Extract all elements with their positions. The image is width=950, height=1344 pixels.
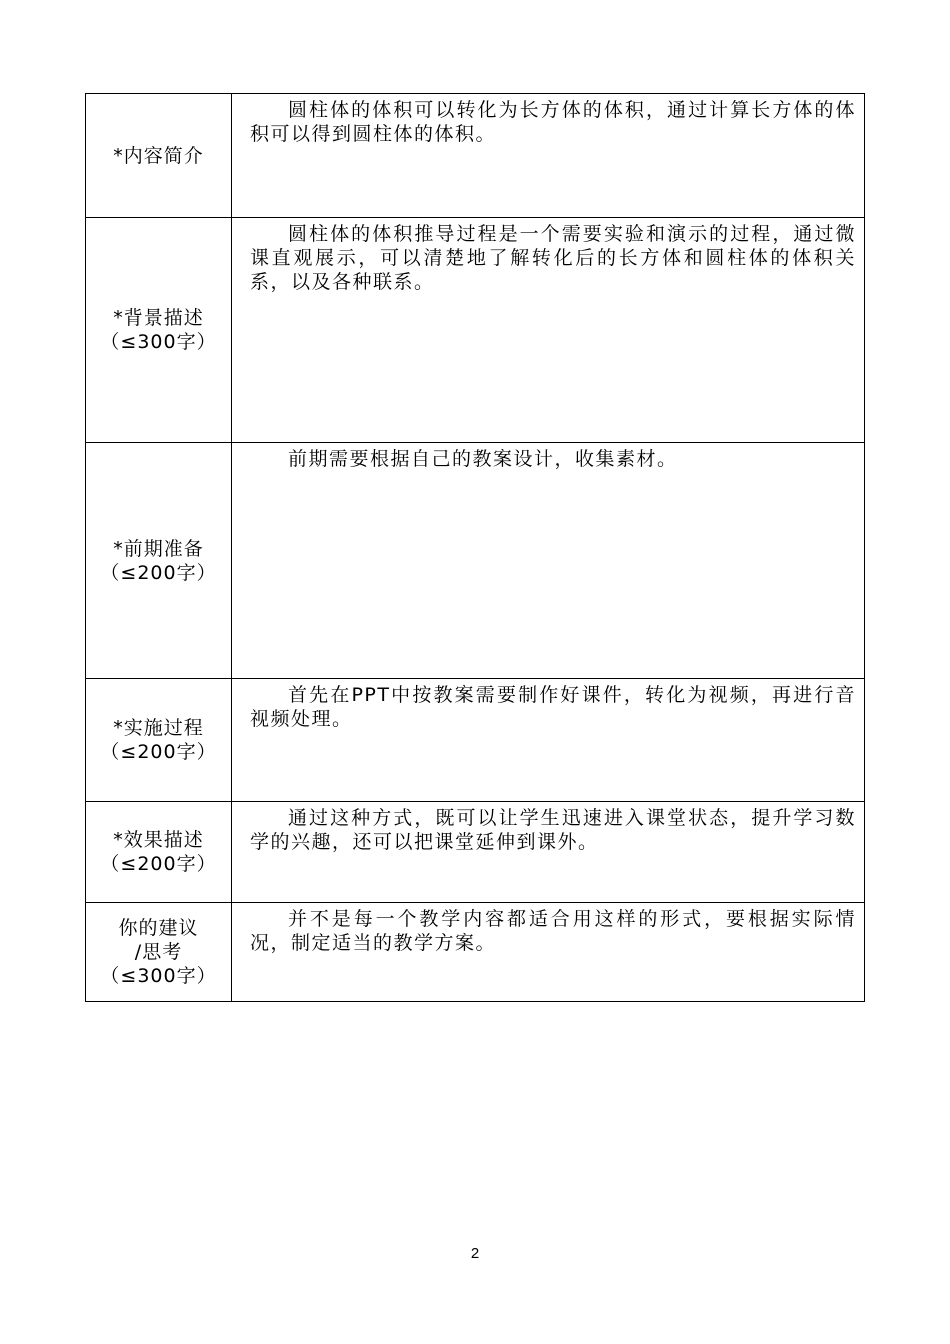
row-content-implementation: 首先在PPT中按教案需要制作好课件，转化为视频，再进行音视频处理。 [232, 679, 865, 802]
row-label-line: *效果描述 [113, 829, 204, 851]
row-label-background [86, 218, 232, 443]
row-label-line-2: /思考 [134, 941, 183, 963]
table-row-effect [86, 802, 865, 903]
table-row-content-summary [86, 94, 865, 218]
table-row-suggestion [86, 903, 865, 1002]
row-label-limit: （≤200字） [100, 741, 217, 763]
row-content-effect: 通过这种方式，既可以让学生迅速进入课堂状态，提升学习数学的兴趣，还可以把课堂延伸到课外。 [232, 802, 865, 903]
row-content-background: 圆柱体的体积推导过程是一个需要实验和演示的过程，通过微课直观展示，可以清楚地了解转化后的长方体和圆柱体的体积关系，以及各种联系。 [232, 218, 865, 443]
row-label-content-summary [86, 94, 232, 218]
row-label-limit: （≤300字） [100, 331, 217, 353]
row-label-line: 你的建议 [118, 917, 199, 939]
row-label-limit: （≤200字） [100, 853, 217, 875]
row-content-suggestion: 并不是每一个教学内容都适合用这样的形式，要根据实际情况，制定适当的教学方案。 [232, 903, 865, 1002]
row-label-effect [86, 802, 232, 903]
page-number: 2 [470, 1245, 480, 1262]
row-label-limit: （≤200字） [100, 561, 217, 584]
form-table [85, 93, 865, 1002]
row-label-line: *前期准备 [113, 537, 204, 560]
row-label-preparation [86, 443, 232, 679]
row-content-preparation: 前期需要根据自己的教案设计，收集素材。 [232, 443, 865, 679]
row-label-line: *内容简介 [113, 144, 204, 167]
row-label-line: *实施过程 [113, 717, 204, 739]
table-row-implementation [86, 679, 865, 802]
row-content-content-summary: 圆柱体的体积可以转化为长方体的体积，通过计算长方体的体积可以得到圆柱体的体积。 [232, 94, 865, 218]
row-label-implementation [86, 679, 232, 802]
table-row-background [86, 218, 865, 443]
row-label-suggestion [86, 903, 232, 1002]
table-row-preparation [86, 443, 865, 679]
row-label-limit: （≤300字） [100, 965, 217, 987]
row-label-line: *背景描述 [113, 307, 204, 329]
